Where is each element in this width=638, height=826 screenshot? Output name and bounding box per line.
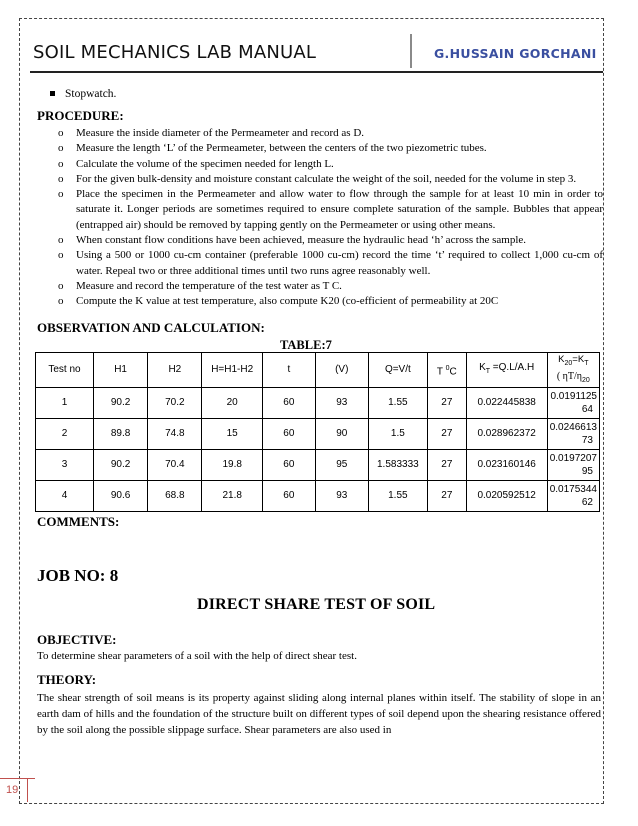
col-v: (V): [315, 353, 368, 388]
objective-heading: OBJECTIVE:: [37, 632, 117, 647]
circle-bullet-icon: o: [58, 172, 64, 185]
header-rule: [30, 71, 603, 73]
col-test-no: Test no: [36, 353, 94, 388]
col-q: Q=V/t: [368, 353, 427, 388]
observation-heading: OBSERVATION AND CALCULATION:: [37, 320, 265, 335]
procedure-list: [58, 126, 603, 310]
circle-bullet-icon: o: [58, 142, 64, 155]
procedure-heading: PROCEDURE:: [37, 108, 124, 123]
procedure-step: o Measure the inside diameter of the Permeameter and record as D.: [58, 126, 603, 141]
job-number: JOB NO: 8: [37, 566, 119, 585]
equipment-bullet: [50, 88, 116, 100]
table-header-row: [36, 353, 600, 388]
observation-table: [35, 352, 600, 512]
circle-bullet-icon: o: [58, 157, 64, 170]
header-manual-title: SOIL MECHANICS LAB MANUAL: [33, 42, 317, 63]
circle-bullet-icon: o: [58, 188, 64, 201]
col-temp: T $^0$C: [428, 353, 467, 388]
procedure-step: o Measure and record the temperature of the test water as T C.: [58, 279, 603, 294]
procedure-step: o For the given bulk-density and moisture constant calculate the weight of the soil, needed for the volume in step 3.: [58, 172, 603, 187]
col-h: H=H1-H2: [202, 353, 262, 388]
theory-heading: THEORY:: [37, 672, 97, 687]
equipment-item: Stopwatch.: [65, 88, 117, 100]
procedure-step: o Calculate the volume of the specimen needed for length L.: [58, 157, 603, 172]
procedure-step: o Using a 500 or 1000 cu-cm container (preferable 1000 cu-cm) record the time ‘t’ required to collect 1,000 cu-cm of water. Repeal two or three additional times until two runs agree reasonably well.: [58, 249, 603, 277]
circle-bullet-icon: o: [58, 249, 64, 262]
col-t: t: [262, 353, 315, 388]
col-k20: $K_{20}=K_T$ ( $\eta T/\eta_{20}$: [547, 353, 599, 388]
table-row: 3 90.2 70.4 19.8 60 95 1.583333 27 0.023160146 0.0197207 95: [36, 449, 600, 480]
theory-text: The shear strength of soil means is its property against sliding along internal planes within itself. The stability of slope in an earth dam of hills and the foundation of the structure built on different types of soil depend upon the shearing resistance offered by the soil along the possible slippage surface. Shear parameters are also used in: [37, 692, 601, 736]
circle-bullet-icon: o: [58, 279, 64, 292]
table-row: 4 90.6 68.8 21.8 60 93 1.55 27 0.020592512 0.0175344 62: [36, 480, 600, 511]
col-h1: H1: [93, 353, 147, 388]
square-bullet-icon: [50, 91, 55, 96]
circle-bullet-icon: o: [58, 234, 64, 247]
col-h2: H2: [148, 353, 202, 388]
page-number-divider: [27, 778, 28, 802]
comments-heading: COMMENTS:: [37, 514, 120, 529]
objective-text: To determine shear parameters of a soil with the help of direct shear test.: [37, 650, 357, 662]
table-row: 1 90.2 70.2 20 60 93 1.55 27 0.022445838 0.0191125 64: [36, 387, 600, 418]
table-row: 2 89.8 74.8 15 60 90 1.5 27 0.028962372 0.0246613 73: [36, 418, 600, 449]
circle-bullet-icon: o: [58, 295, 64, 308]
circle-bullet-icon: o: [58, 127, 64, 139]
header-divider: [410, 34, 412, 68]
table-title: TABLE:7: [280, 338, 332, 352]
procedure-step: o When constant flow conditions have been achieved, measure the hydraulic head ‘h’ across the sample.: [58, 233, 603, 248]
procedure-step: o Place the specimen in the Permeameter and allow water to flow through the sample for at least 10 min in order to saturate it. Longer periods are sometimes required to ensure complete saturation of the sample. Bubbles that appear (entrapped air) should be removed by tapping gently on the Permeameter or using other means.: [58, 188, 603, 231]
page-number: 19: [6, 784, 19, 796]
procedure-step: o Compute the K value at test temperature, also compute K20 (co-efficient of permeability at 20C: [58, 294, 603, 309]
col-kt: $K_T =Q.L/A.H$: [466, 353, 547, 388]
page-number-rule: [0, 778, 35, 779]
experiment-title: DIRECT SHARE TEST OF SOIL: [197, 596, 436, 613]
header-author: G.HUSSAIN GORCHANI: [434, 46, 597, 61]
procedure-step: o Measure the length ‘L’ of the Permeameter, between the centers of the two piezometric tubes.: [58, 141, 603, 156]
